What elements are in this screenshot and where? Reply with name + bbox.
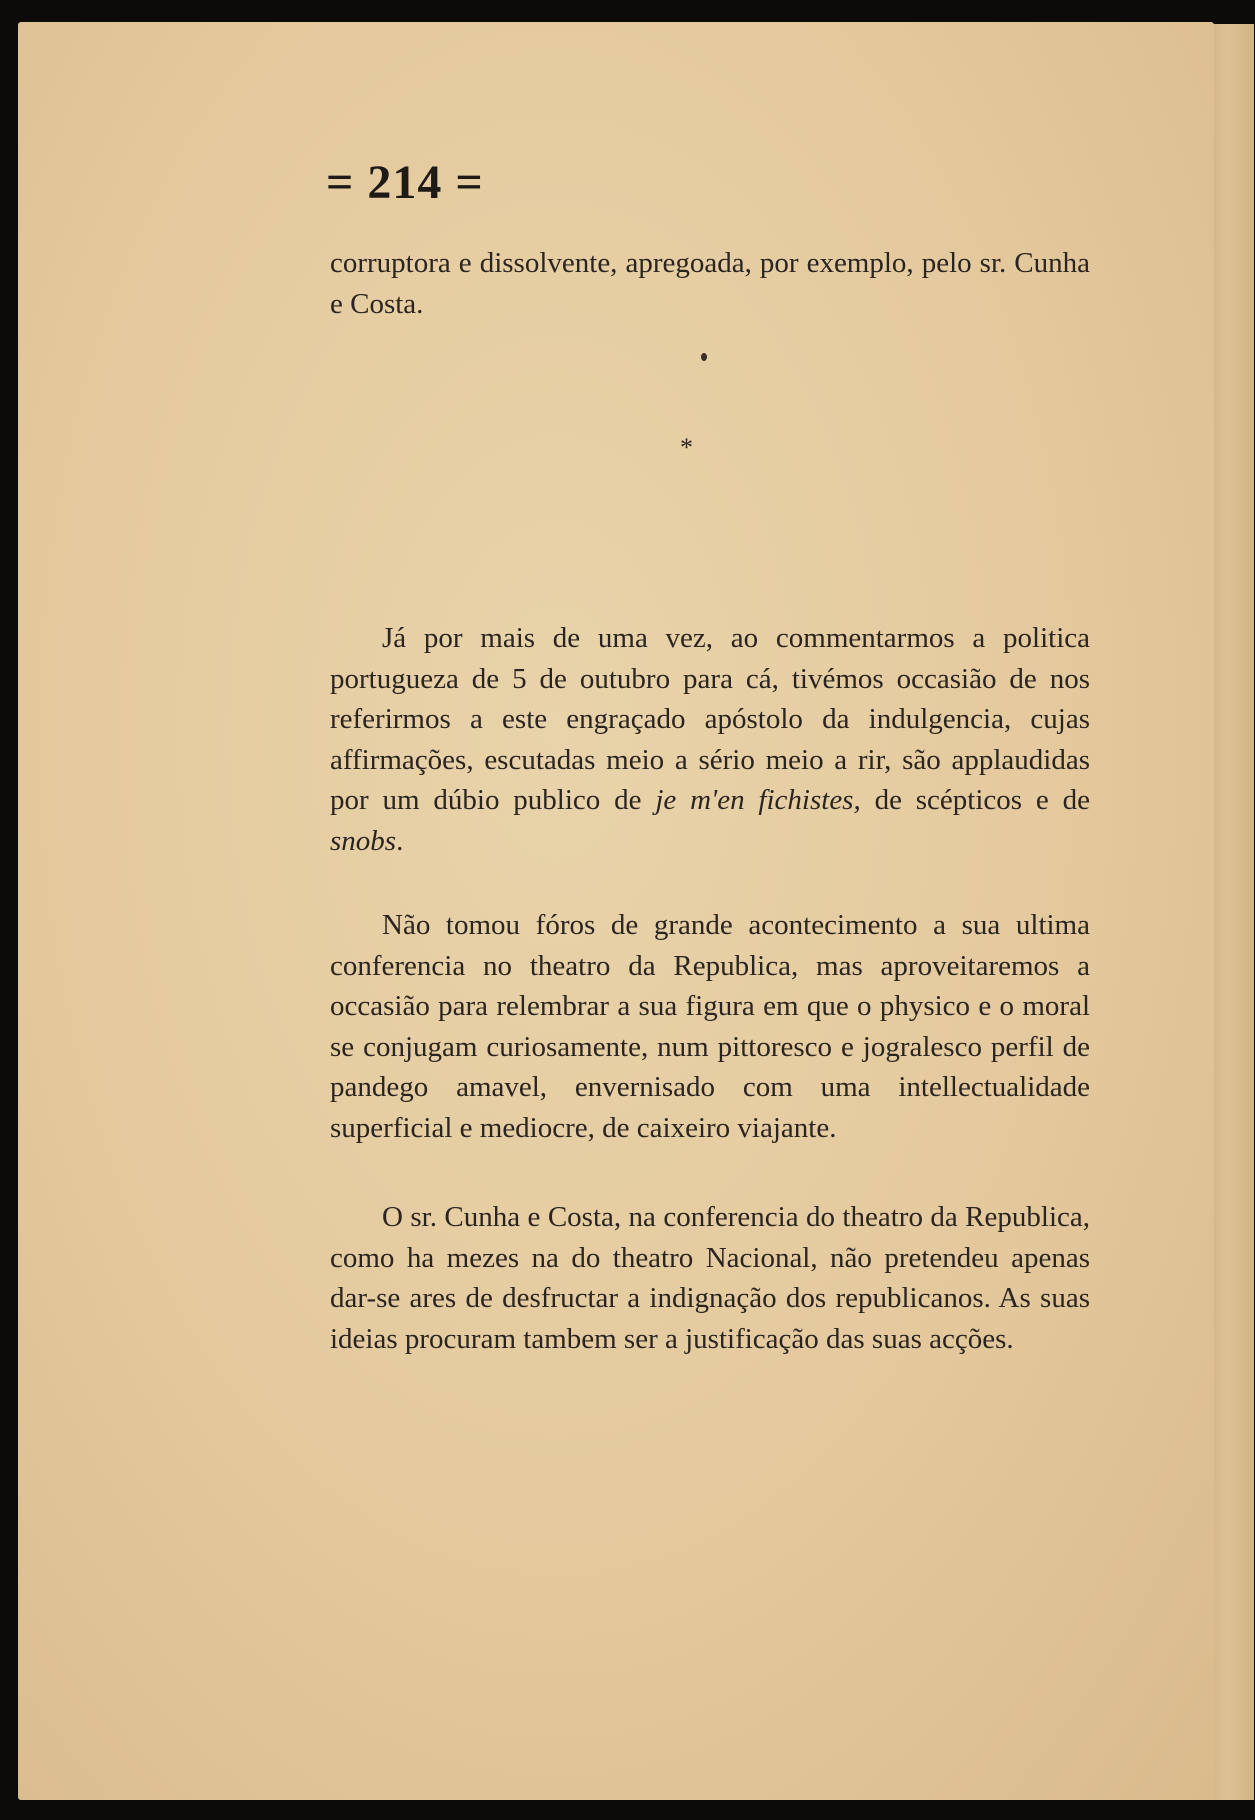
ink-speck — [701, 353, 707, 361]
paragraph-4: O sr. Cunha e Costa, na conferencia do theatro da Republica, como ha mezes na do theatro Nacional, não pretendeu apenas dar-se ares de desfructar a indignação dos republicanos. As suas ideias procuram tambem ser a justificação das suas acções. — [330, 1201, 1090, 1355]
paragraph-3: Não tomou fóros de grande acontecimento a sua ultima conferencia no theatro da Republica, mas aproveitaremos a occasião para relembrar a sua figura em que o physico e o moral se conjugam curiosamente, num pittoresco e jogralesco perfil de pandego amavel, envernisado com uma intellectualidade superficial e mediocre, de caixeiro viajante. — [330, 909, 1090, 1144]
page-number: = 214 = — [326, 156, 484, 209]
paragraph-2-text-end: . — [396, 824, 404, 857]
italic-phrase: je m'en fichistes, — [655, 784, 861, 816]
paragraph-2-text: Já por mais de uma vez, ao commentarmos a politica portugueza de 5 de outubro para cá, tivémos occasião de nos referirmos a este engraçado apóstolo da indulgencia, cujas affirmações, escutadas meio a sério meio a rir, são applaudidas por um dúbio publico de — [330, 622, 1090, 816]
section-separator: * — [680, 433, 693, 462]
paragraph-2-text-mid: de scépticos e de — [860, 784, 1090, 816]
paragraph-1: corruptora e dissolvente, apregoada, por exemplo, pelo sr. Cunha e Costa. — [330, 247, 1090, 320]
paragraph-2 — [330, 618, 1090, 861]
italic-word: snobs — [330, 824, 397, 857]
